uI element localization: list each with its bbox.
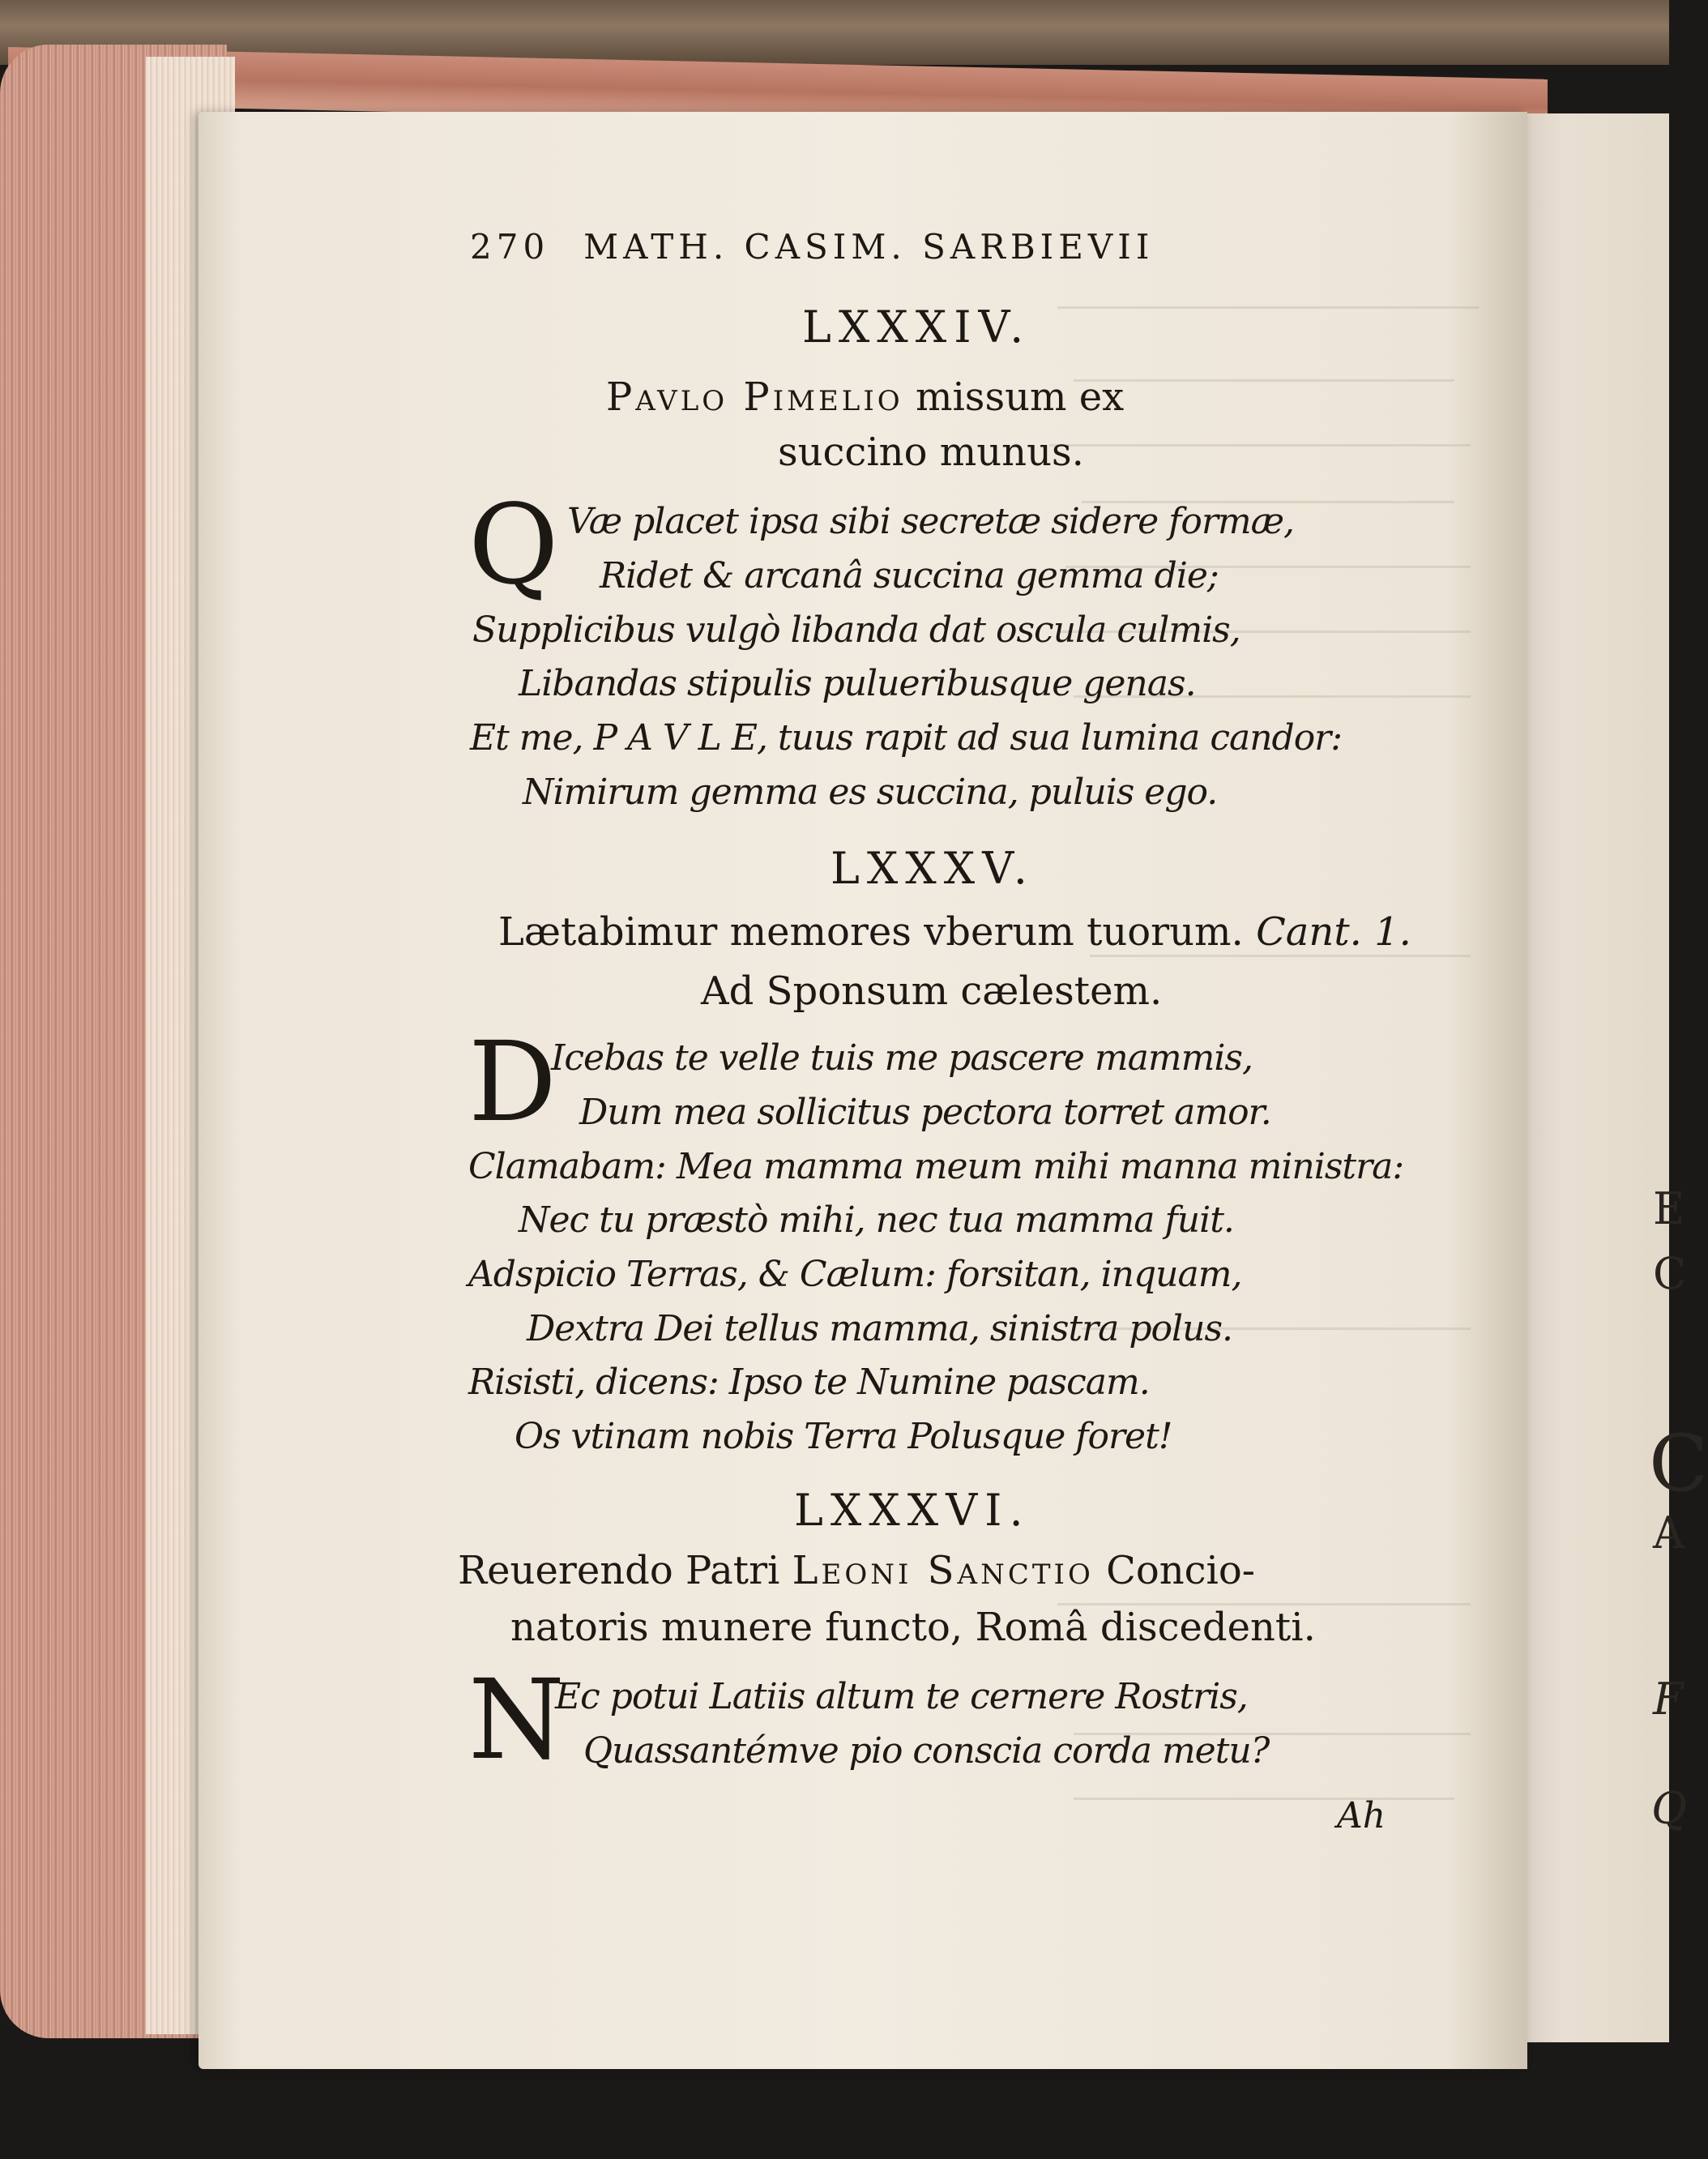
title-text: Concio- <box>1106 1548 1255 1593</box>
drop-capital: Q <box>468 481 559 609</box>
facing-letter: E <box>1653 1183 1685 1234</box>
show-through <box>1057 306 1479 341</box>
title-dedicatee: Pavlo Pimelio <box>606 374 903 420</box>
verse-line: Dextra Dei tellus mamma, sinistra polus. <box>527 1308 1233 1349</box>
epigram-title-line2: Ad Sponsum cælestem. <box>701 968 1163 1014</box>
catchword: Ah <box>1337 1795 1386 1836</box>
verse-line: Ec potui Latiis altum te cernere Rostris, <box>555 1676 1248 1717</box>
epigram-title <box>458 1548 1255 1593</box>
verse-line: Et me, P A V L E, tuus rapit ad sua lumina candor: <box>470 717 1343 759</box>
verse-line: Dum mea sollicitus pectora torret amor. <box>579 1092 1271 1133</box>
verse-line: Clamabam: Mea mamma meum mihi manna ministra: <box>468 1146 1404 1187</box>
show-through <box>1074 379 1454 411</box>
epigram-number: LXXXVI. <box>794 1485 1031 1536</box>
verse-line: Libandas stipulis pulueribusque genas. <box>519 663 1196 704</box>
show-through <box>1049 444 1471 476</box>
epigram-number: LXXXV. <box>831 843 1035 894</box>
verse-line: Supplicibus vulgò libanda dat oscula culmis, <box>472 609 1240 651</box>
verse-line: Væ placet ipsa sibi secretæ sidere formæ, <box>567 501 1294 542</box>
drop-capital: D <box>468 1019 557 1147</box>
facing-letter: F <box>1653 1674 1684 1725</box>
verse-line: Icebas te velle tuis me pascere mammis, <box>551 1037 1253 1079</box>
epigram-number: LXXXIV. <box>802 301 1031 353</box>
facing-letter: C <box>1653 1248 1687 1299</box>
show-through <box>1074 1798 1454 1829</box>
drop-capital: N <box>468 1657 565 1785</box>
title-text: Lætabimur memores vberum tuorum. <box>498 909 1244 955</box>
epigram-title <box>498 909 1411 955</box>
epigram-title-line2: succino munus. <box>778 430 1084 475</box>
verse-line: Quassantémve pio conscia corda metu? <box>583 1730 1270 1772</box>
facing-page <box>1515 113 1708 2042</box>
verse-line: Nimirum gemma es succina, puluis ego. <box>523 772 1218 813</box>
page-number: 270 <box>470 227 550 267</box>
epigram-title-line2: natoris munere functo, Româ discedenti. <box>510 1605 1316 1650</box>
title-dedicatee: Leoni Sanctio <box>792 1548 1094 1593</box>
verse-line: Nec tu præstò mihi, nec tua mamma fuit. <box>519 1199 1234 1241</box>
running-title: MATH. CASIM. SARBIEVII <box>583 227 1155 267</box>
epigram-title <box>606 374 1124 420</box>
verse-line: Ridet & arcanâ succina gemma die; <box>600 555 1219 596</box>
running-head <box>470 227 1154 267</box>
verse-line: Adspicio Terras, & Cælum: forsitan, inquam, <box>468 1254 1242 1295</box>
verse-line: Risisti, dicens: Ipso te Numine pascam. <box>468 1362 1150 1403</box>
verse-line: Os vtinam nobis Terra Polusque foret! <box>515 1416 1172 1457</box>
facing-letter: C <box>1649 1418 1708 1509</box>
title-text: Reuerendo Patri <box>458 1548 780 1593</box>
facing-letter: A <box>1653 1507 1685 1558</box>
facing-letter: Q <box>1651 1783 1688 1834</box>
scripture-reference: Cant. 1. <box>1256 909 1411 955</box>
title-text: missum ex <box>915 374 1125 420</box>
